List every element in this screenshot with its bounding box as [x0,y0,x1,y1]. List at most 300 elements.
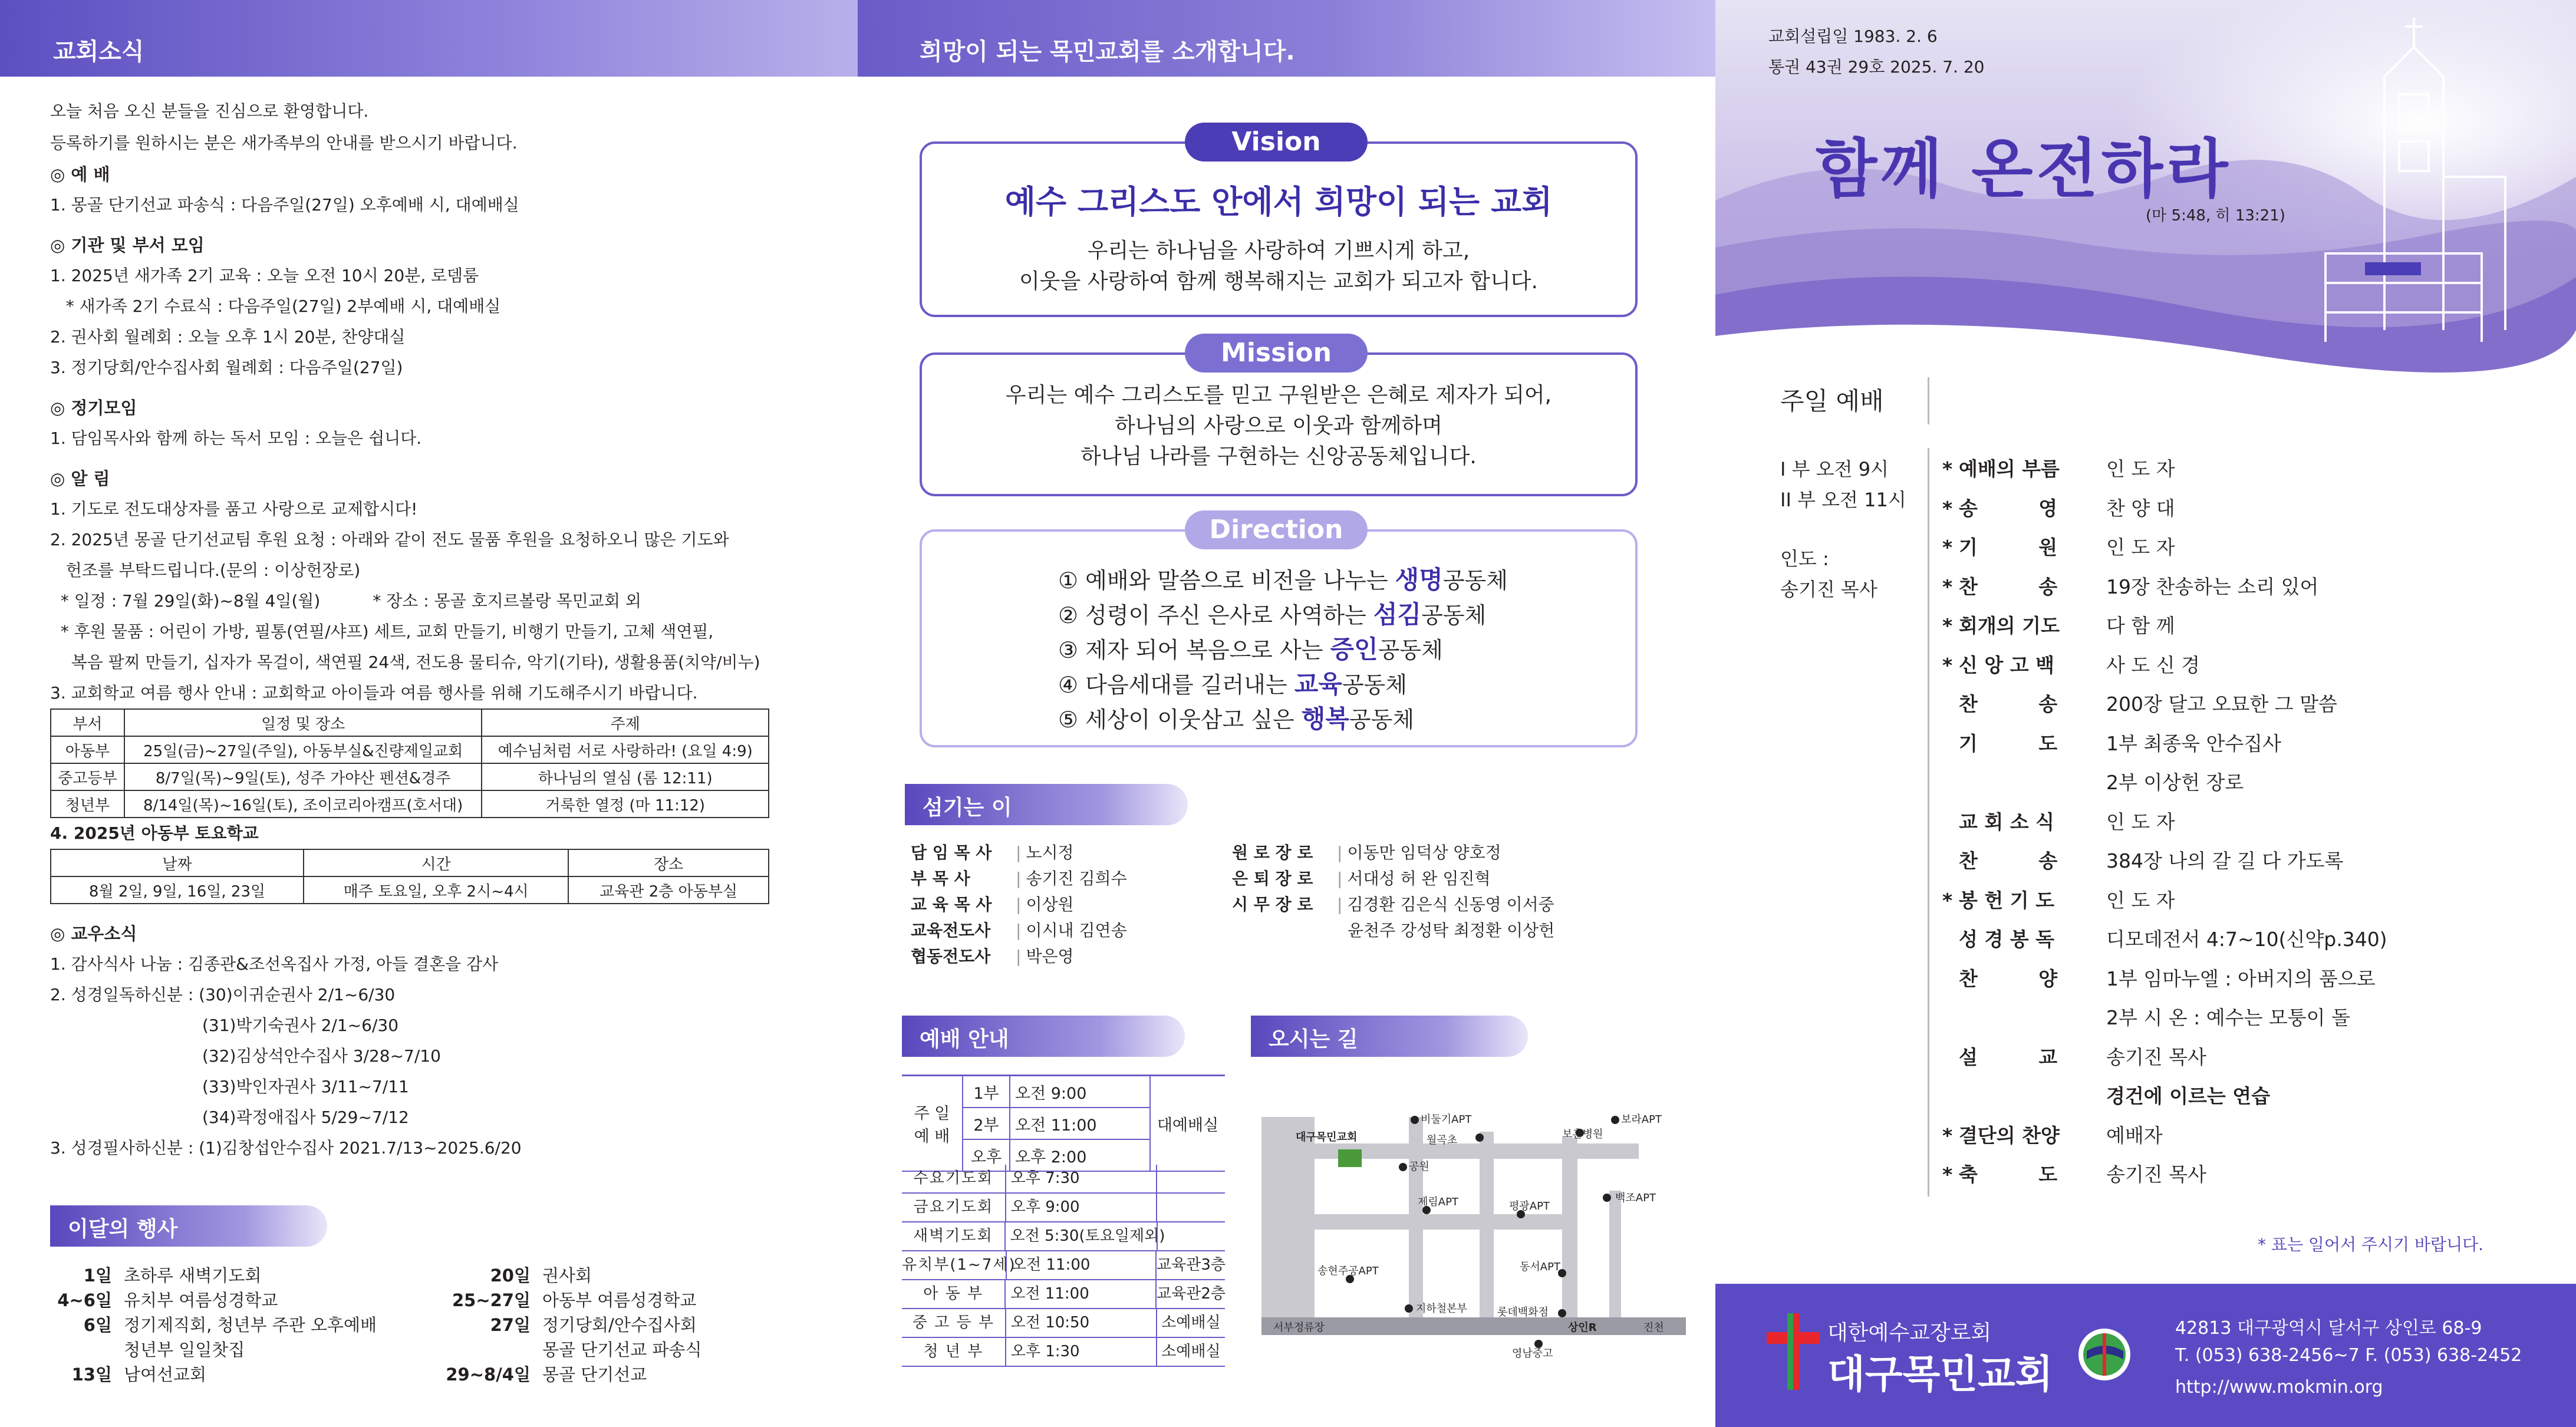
servers-title: 섬기는 이 [923,796,1012,820]
event-name: 아동부 여름성경학교 [542,1290,697,1310]
event-name: 청년부 일일찻집 [124,1340,245,1360]
order-mark [1942,685,1959,724]
server-role: 담 임 목 사 [911,843,992,862]
title-divider [1928,377,1929,424]
server-names: 윤천주 강성탁 최정환 이상헌 [1348,921,1555,940]
section-gap [50,454,852,463]
vision-label: Vision [1185,123,1368,162]
map-label-church: 대구목민교회 [1296,1131,1358,1143]
event-date: 4~6일 [57,1290,112,1310]
news-title: ◎ 교우소식 [50,924,137,944]
table-row: 청년부 8/14일(목)~16일(토), 조이코리아캠프(호서대) 거룩한 열정 (마 11:12) [51,790,769,818]
order-mark [1942,1038,1959,1077]
direction-suffix: 공동체 [1342,672,1407,698]
order-row [1942,528,2567,568]
order-mark [1942,920,1959,960]
section-item: * 일정 : 7월 29일(화)~8월 4일(월) * 장소 : 몽골 호지르볼랑 목민교회 외 [50,591,641,611]
event-name: 남여선교회 [124,1365,207,1385]
address: 42813 대구광역시 달서구 상인로 68-9 [2175,1318,2482,1339]
order-name: 기 도 [1959,731,2058,755]
table-header: 장소 [568,849,769,876]
order-value: 송기진 목사 [2106,1163,2206,1186]
order-mark: * [1942,1163,1953,1186]
server-sep: | [1016,869,1022,888]
direction-keyword: 생명 [1395,565,1443,594]
order-mark [1942,998,1959,1038]
table-row: 오후 오후 2:00 [902,1139,1225,1171]
direction-item [1058,598,1589,632]
globe-logo-icon [2075,1325,2134,1384]
worship-order [1942,450,2567,1195]
order-mark [1942,842,1959,881]
direction-text: ④ 다음세대를 길러내는 [1058,672,1294,698]
bible-verse: (마 5:48, 히 13:21) [2146,207,2285,225]
map-label: 지하철본부 [1416,1303,1467,1315]
order-row [1942,803,2567,842]
direction-text: ① 예배와 말씀으로 비전을 나누는 [1058,568,1395,594]
direction-text: ⑤ 세상이 이웃삼고 싶은 [1058,707,1302,733]
order-name: 기 원 [1959,536,2058,559]
worship-place: 소예배실 [1156,1309,1225,1337]
worship-time: 오전 11:00 [1004,1280,1155,1308]
order-value: 2부 이상헌 장로 [2106,771,2244,794]
service-title: 주일 예배 [1780,387,1884,416]
server-sep: | [1016,947,1022,966]
order-name: 설 교 [1959,1045,2058,1069]
monthly-events-left [50,1263,416,1387]
event-date: 20일 [490,1265,531,1286]
sunday-place: 대예배실 [1150,1076,1225,1172]
order-value: 200장 달고 오묘한 그 말씀 [2106,693,2337,716]
server-role: 교 육 목 사 [911,895,992,914]
service-time: II 부 오전 11시 [1780,489,1906,511]
section-title: ◎ 예 배 [50,164,110,184]
event-row [50,1362,416,1387]
worship-name: 중 고 등 부 [912,1314,994,1332]
monthly-events-title: 이달의 행사 [68,1217,178,1241]
table-header: 날짜 [51,849,304,876]
worship-row [902,1165,1225,1194]
section-item: 2. 권사회 월례회 : 오늘 오후 1시 20분, 찬양대실 [50,327,406,347]
website-link[interactable]: http://www.mokmin.org [2175,1377,2383,1398]
event-date: 27일 [490,1315,531,1335]
order-value: 19장 찬송하는 소리 있어 [2106,575,2319,598]
map-label: 제림APT [1418,1196,1458,1208]
saturday-table [50,849,769,904]
direction-text: ③ 제자 되어 복음으로 사는 [1058,637,1330,663]
leader-label: 인도 : [1780,548,1829,570]
stand-note: * 표는 일어서 주시기 바랍니다. [2258,1235,2484,1254]
direction-label: Direction [1185,510,1368,549]
order-name [1959,998,2106,1038]
order-mark: * [1942,614,1953,637]
order-mark [1942,803,1959,842]
order-value: 찬 양 대 [2106,496,2175,520]
monthly-events-right [413,1263,837,1387]
event-date: 13일 [71,1365,112,1385]
footer [1715,1284,2576,1427]
order-row [1942,646,2567,686]
order-name: 찬 송 [1959,693,2058,716]
event-row [413,1362,837,1387]
worship-row [902,1280,1225,1309]
section-item: 2. 2025년 몽골 단기선교팀 후원 요청 : 아래와 같이 전도 물품 후원을 요청하오니 많은 기도와 [50,530,729,549]
direction-keyword: 교육 [1294,670,1342,698]
section-item: 1. 몽골 단기선교 파송식 : 다음주일(27일) 오후예배 시, 대예배실 [50,195,519,215]
sunday-label: 주 일 예 배 [902,1076,963,1172]
direction-suffix: 공동체 [1421,602,1487,628]
servers-right [1232,840,1645,944]
order-name: 송 영 [1959,496,2058,520]
worship-name: 수요기도회 [913,1169,994,1187]
mission-label: Mission [1185,334,1368,373]
service-time: I 부 오전 9시 [1780,458,1889,480]
map-label: 롯데백화점 [1497,1306,1549,1319]
map-label: 평광APT [1509,1200,1550,1212]
church-news [50,95,852,1164]
server-role: 은 퇴 장 로 [1232,869,1313,888]
order-name: 교 회 소 식 [1959,810,2054,833]
direction-item [1058,667,1589,702]
server-row [911,892,1241,918]
servers-left [911,840,1241,970]
order-row [1942,920,2567,960]
section-item: 1. 담임목사와 함께 하는 독서 모임 : 오늘은 쉽니다. [50,429,422,448]
directions-map [1261,1102,1686,1362]
saturday-title: 4. 2025년 아동부 토요학교 [50,823,259,843]
vision-text: 우리는 하나님을 사랑하여 기쁘시게 하고, 이웃을 사랑하여 함께 행복해지는 교회가 되고자 합니다. [1019,239,1538,294]
news-item: (31)박기숙권사 2/1~6/30 [202,1016,399,1035]
order-name: 축 도 [1959,1163,2058,1186]
event-row [413,1263,837,1288]
news-items [50,949,852,1164]
worship-time: 오전 10:50 [1005,1309,1156,1337]
worship-name: 아 동 부 [923,1285,984,1303]
order-mark [1942,1077,1959,1116]
server-role: 교육전도사 [911,921,991,940]
direction-keyword: 행복 [1301,704,1349,733]
server-row [1232,892,1645,918]
founded-date: 교회설립일 1983. 2. 6 [1768,27,1938,46]
event-date: 1일 [83,1265,112,1286]
worship-name: 청 년 부 [923,1343,984,1360]
worship-name: 금요기도회 [913,1198,994,1216]
summer-table [50,708,769,818]
direction-keyword: 섬김 [1373,600,1422,629]
event-date: 29~8/4일 [446,1365,531,1385]
order-name [1959,763,2106,803]
section-gap [50,383,852,393]
event-row [50,1288,416,1313]
table-header: 부서 [51,709,124,736]
event-name: 몽골 단기선교 파송식 [542,1340,702,1360]
motto: 함께 온전하라 [1816,132,2232,206]
worship-row [902,1222,1225,1251]
event-name: 정기당회/안수집사회 [542,1315,697,1335]
order-mark: * [1942,496,1953,520]
server-row [911,918,1241,944]
server-names: 서대성 허 완 임진혁 [1347,869,1491,888]
server-sep: | [1337,843,1343,862]
leader-name: 송기진 목사 [1780,578,1877,601]
event-name: 초하루 새벽기도회 [124,1265,262,1286]
server-row [1232,866,1645,892]
event-date [413,1337,531,1362]
event-date: 25~27일 [452,1290,531,1310]
table-row: 2부 오전 11:00 [902,1108,1225,1139]
order-row [1942,960,2567,999]
order-row [1942,881,2567,921]
worship-row [902,1338,1225,1367]
order-mark: * [1942,536,1953,559]
section-title: ◎ 기관 및 부서 모임 [50,235,205,255]
order-name: 찬 송 [1959,575,2058,598]
order-row [1942,1038,2567,1077]
order-row [1942,607,2567,646]
server-row [911,840,1241,866]
order-value: 인 도 자 [2106,810,2175,833]
server-row [1232,918,1645,944]
server-sep: | [1337,869,1343,888]
server-names: 김경환 김은식 신동영 이서중 [1347,895,1554,914]
section-item: 1. 기도로 전도대상자를 품고 사랑으로 교제합시다! [50,499,418,519]
table-row: 8월 2일, 9일, 16일, 23일 매주 토요일, 오후 2시~4시 교육관 2층 아동부실 [51,876,769,904]
map-label: 백조APT [1615,1192,1656,1204]
order-mark [1942,763,1959,803]
service-info [1780,454,1906,605]
welcome-line: 오늘 처음 오신 분들을 진심으로 환영합니다. [50,101,369,121]
order-value: 2부 시 온 : 예수는 모퉁이 돌 [2106,1006,2350,1029]
vision-slogan: 예수 그리스도 안에서 희망이 되는 교회 [1004,183,1553,220]
direction-suffix: 공동체 [1378,637,1443,663]
section-item: 3. 정기당회/안수집사회 월례회 : 다음주일(27일) [50,358,403,377]
server-row [1232,840,1645,866]
server-sep: | [1337,895,1343,914]
order-row [1942,685,2567,724]
worship-time: 오후 7:30 [1005,1165,1156,1192]
section-item: 1. 2025년 새가족 2기 교육 : 오늘 오전 10시 20분, 로뎀룸 [50,266,479,285]
section-title: ◎ 알 림 [50,469,110,489]
news-item: 1. 감사식사 나눔 : 김종관&조선옥집사 가정, 아들 결혼을 감사 [50,954,499,974]
server-role: 협동전도사 [911,947,991,966]
order-row [1942,1116,2567,1156]
server-sep: | [1016,921,1022,940]
news-item: (32)김상석안수집사 3/28~7/10 [202,1046,441,1066]
news-item: 2. 성경일독하신분 : (30)이귀순권사 2/1~6/30 [50,985,396,1004]
order-value: 디모데전서 4:7~10(신약p.340) [2106,928,2387,951]
table-header: 주제 [482,709,769,736]
worship-place: 소예배실 [1156,1338,1225,1366]
order-row [1942,568,2567,607]
section-item: 복음 팔찌 만들기, 십자가 목걸이, 색연필 24색, 전도용 물티슈, 악기(기타), 생활용품(치약/비누) [50,652,760,672]
server-row [911,866,1241,892]
direction-list [1058,563,1589,737]
order-row [1942,489,2567,529]
table-row: 아동부 25일(금)~27일(주일), 아동부실&진량제일교회 예수님처럼 서로 사랑하라! (요일 4:9) [51,736,769,763]
worship-time: 오후 9:00 [1005,1194,1156,1221]
order-row [1942,1155,2567,1195]
order-mark [1942,724,1959,764]
server-names: 송기진 김희수 [1026,869,1127,888]
panel2-title: 희망이 되는 목민교회를 소개합니다. [920,38,1295,65]
section-gap [50,220,852,230]
event-name: 정기제직회, 청년부 주관 오후예배 [124,1315,377,1335]
server-names: 이상원 [1026,895,1074,914]
map-label: 보라APT [1621,1113,1662,1126]
order-name: 신 앙 고 백 [1959,653,2054,677]
event-name: 몽골 단기선교 [542,1365,647,1385]
order-name [1959,1077,2106,1116]
event-row [413,1288,837,1313]
worship-place: 교육관2층 [1155,1280,1225,1308]
order-row [1942,998,2567,1038]
table-row: 중고등부 8/7일(목)~9일(토), 성주 가야산 펜션&경주 하나님의 열심 (롬 12:11) [51,763,769,790]
church-name: 대구목민교회 [1827,1352,2053,1397]
order-name: 찬 양 [1959,967,2058,990]
map-label: 상인R [1568,1321,1597,1334]
direction-suffix: 공동체 [1349,707,1415,733]
map-label: 비둘기APT [1421,1113,1472,1126]
server-names: 노시정 [1026,843,1074,862]
table-header: 일정 및 장소 [124,709,482,736]
worship-place [1157,1222,1225,1250]
order-mark [1942,960,1959,999]
worship-time: 오후 1:30 [1005,1338,1156,1366]
worship-place [1156,1165,1225,1192]
direction-item [1058,563,1589,598]
mission-text: 우리는 예수 그리스도를 믿고 구원받은 은혜로 제자가 되어, 하나님의 사랑으로 이웃과 함께하며 하나님 나라를 구현하는 신앙공동체입니다. [1005,383,1552,469]
news-item: (34)곽정애집사 5/29~7/12 [202,1108,409,1127]
panel2-header [858,0,1715,77]
server-sep: | [1016,895,1022,914]
server-names: 이동만 임덕상 양호정 [1347,843,1501,862]
order-value: 다 함 께 [2106,614,2175,637]
server-role: 원 로 장 로 [1232,843,1313,862]
news-item: 3. 성경필사하신분 : (1)김창섭안수집사 2021.7/13~2025.6/20 [50,1138,522,1158]
order-value: 인 도 자 [2106,457,2175,480]
order-mark: * [1942,888,1953,912]
map-label: 동서APT [1520,1261,1560,1273]
section-item: 헌조를 부탁드립니다.(문의 : 이상헌장로) [50,561,361,580]
worship-row [902,1251,1225,1280]
server-row [911,944,1241,970]
server-role: 부 목 사 [911,869,970,888]
event-row [50,1337,416,1362]
denomination: 대한예수교장로회 [1827,1321,1992,1345]
direction-keyword: 증인 [1330,635,1378,664]
event-name: 권사회 [542,1265,592,1286]
order-divider [1928,448,1929,1197]
map-label: 월곡초 [1427,1134,1458,1146]
order-value: 송기진 목사 [2106,1045,2206,1069]
order-name: 회개의 기도 [1959,614,2060,637]
section-title: ◎ 정기모임 [50,398,137,418]
phone: T. (053) 638-2456~7 F. (053) 638-2452 [2175,1345,2522,1366]
worship-place: 교육관3층 [1155,1251,1225,1279]
section-item: * 새가족 2기 수료식 : 다음주일(27일) 2부예배 시, 대예배실 [50,296,501,316]
worship-guide-rows [902,1165,1225,1367]
order-name: 성 경 봉 독 [1959,928,2054,951]
event-row [413,1337,837,1362]
worship-time: 오전 5:30(토요일제외) [1004,1222,1157,1250]
order-row [1942,724,2567,764]
order-mark: * [1942,653,1953,677]
order-value: 1부 최종욱 안수집사 [2106,731,2281,755]
worship-place [1156,1194,1225,1221]
news-item: (33)박인자권사 3/11~7/11 [202,1077,409,1096]
event-row [413,1313,837,1337]
worship-name: 새벽기도회 [913,1227,993,1245]
server-sep: | [1016,843,1022,862]
order-name: 결단의 찬양 [1959,1123,2060,1147]
event-row [50,1313,416,1337]
order-mark: * [1942,575,1953,598]
order-row [1942,450,2567,489]
welcome-line: 등록하기를 원하시는 분은 새가족부의 안내를 받으시기 바랍니다. [50,133,518,153]
map-label: 공원 [1409,1161,1429,1173]
order-mark: * [1942,457,1953,480]
servers-header [905,784,1188,825]
order-value: 경건에 이르는 연습 [2106,1085,2271,1108]
order-row [1942,842,2567,881]
worship-guide-header [902,1016,1185,1057]
event-date: 6일 [83,1315,112,1335]
worship-row [902,1309,1225,1338]
map-label: 보훈병원 [1562,1128,1603,1141]
news-sections [50,159,852,708]
worship-guide-title: 예배 안내 [920,1027,1009,1052]
table-header: 시간 [304,849,568,876]
order-value: 사 도 신 경 [2106,653,2200,677]
server-role: 시 무 장 로 [1232,895,1313,914]
server-names: 박은영 [1026,947,1074,966]
section-item: 3. 교회학교 여름 행사 안내 : 교회학교 아이들과 여름 행사를 위해 기도해주시기 바랍니다. [50,683,698,703]
worship-guide-table [902,1075,1225,1172]
issue-number: 통권 43권 29호 2025. 7. 20 [1768,57,1985,77]
order-mark: * [1942,1123,1953,1147]
direction-text: ② 성령이 주신 은사로 사역하는 [1058,602,1373,628]
event-name: 유치부 여름성경학교 [124,1290,278,1310]
panel1-header [0,0,858,77]
order-value: 1부 임마누엘 : 아버지의 품으로 [2106,967,2376,990]
order-value: 인 도 자 [2106,536,2175,559]
order-name: 예배의 부름 [1959,457,2060,480]
cross-logo-icon [1764,1313,1823,1390]
worship-name: 유치부(1~7세) [902,1256,1016,1274]
order-value: 384장 나의 갈 길 다 가도록 [2106,849,2344,872]
table-row: 주 일 예 배 1부 오전 9:00 대예배실 [902,1076,1225,1108]
direction-item [1058,632,1589,667]
directions-header [1251,1016,1528,1057]
order-value: 인 도 자 [2106,888,2175,912]
direction-suffix: 공동체 [1442,568,1508,594]
worship-row [902,1194,1225,1222]
map-label: 진천 [1643,1321,1664,1334]
event-row [50,1263,416,1288]
section-item: * 후원 물품 : 어린이 가방, 필통(연필/샤프) 세트, 교회 만들기, 비행기 만들기, 고체 색연필, [50,622,714,641]
order-name: 찬 송 [1959,849,2058,872]
monthly-events-header [50,1205,327,1247]
server-names: 이시내 김연송 [1026,921,1127,940]
map-label: 서부정류장 [1273,1321,1325,1334]
order-value: 예배자 [2106,1123,2163,1147]
order-row [1942,763,2567,803]
worship-time: 오전 11:00 [1006,1251,1155,1279]
order-name: 봉 헌 기 도 [1959,888,2054,912]
order-row [1942,1077,2567,1116]
event-date [50,1337,112,1362]
map-label: 송현주공APT [1317,1265,1379,1277]
